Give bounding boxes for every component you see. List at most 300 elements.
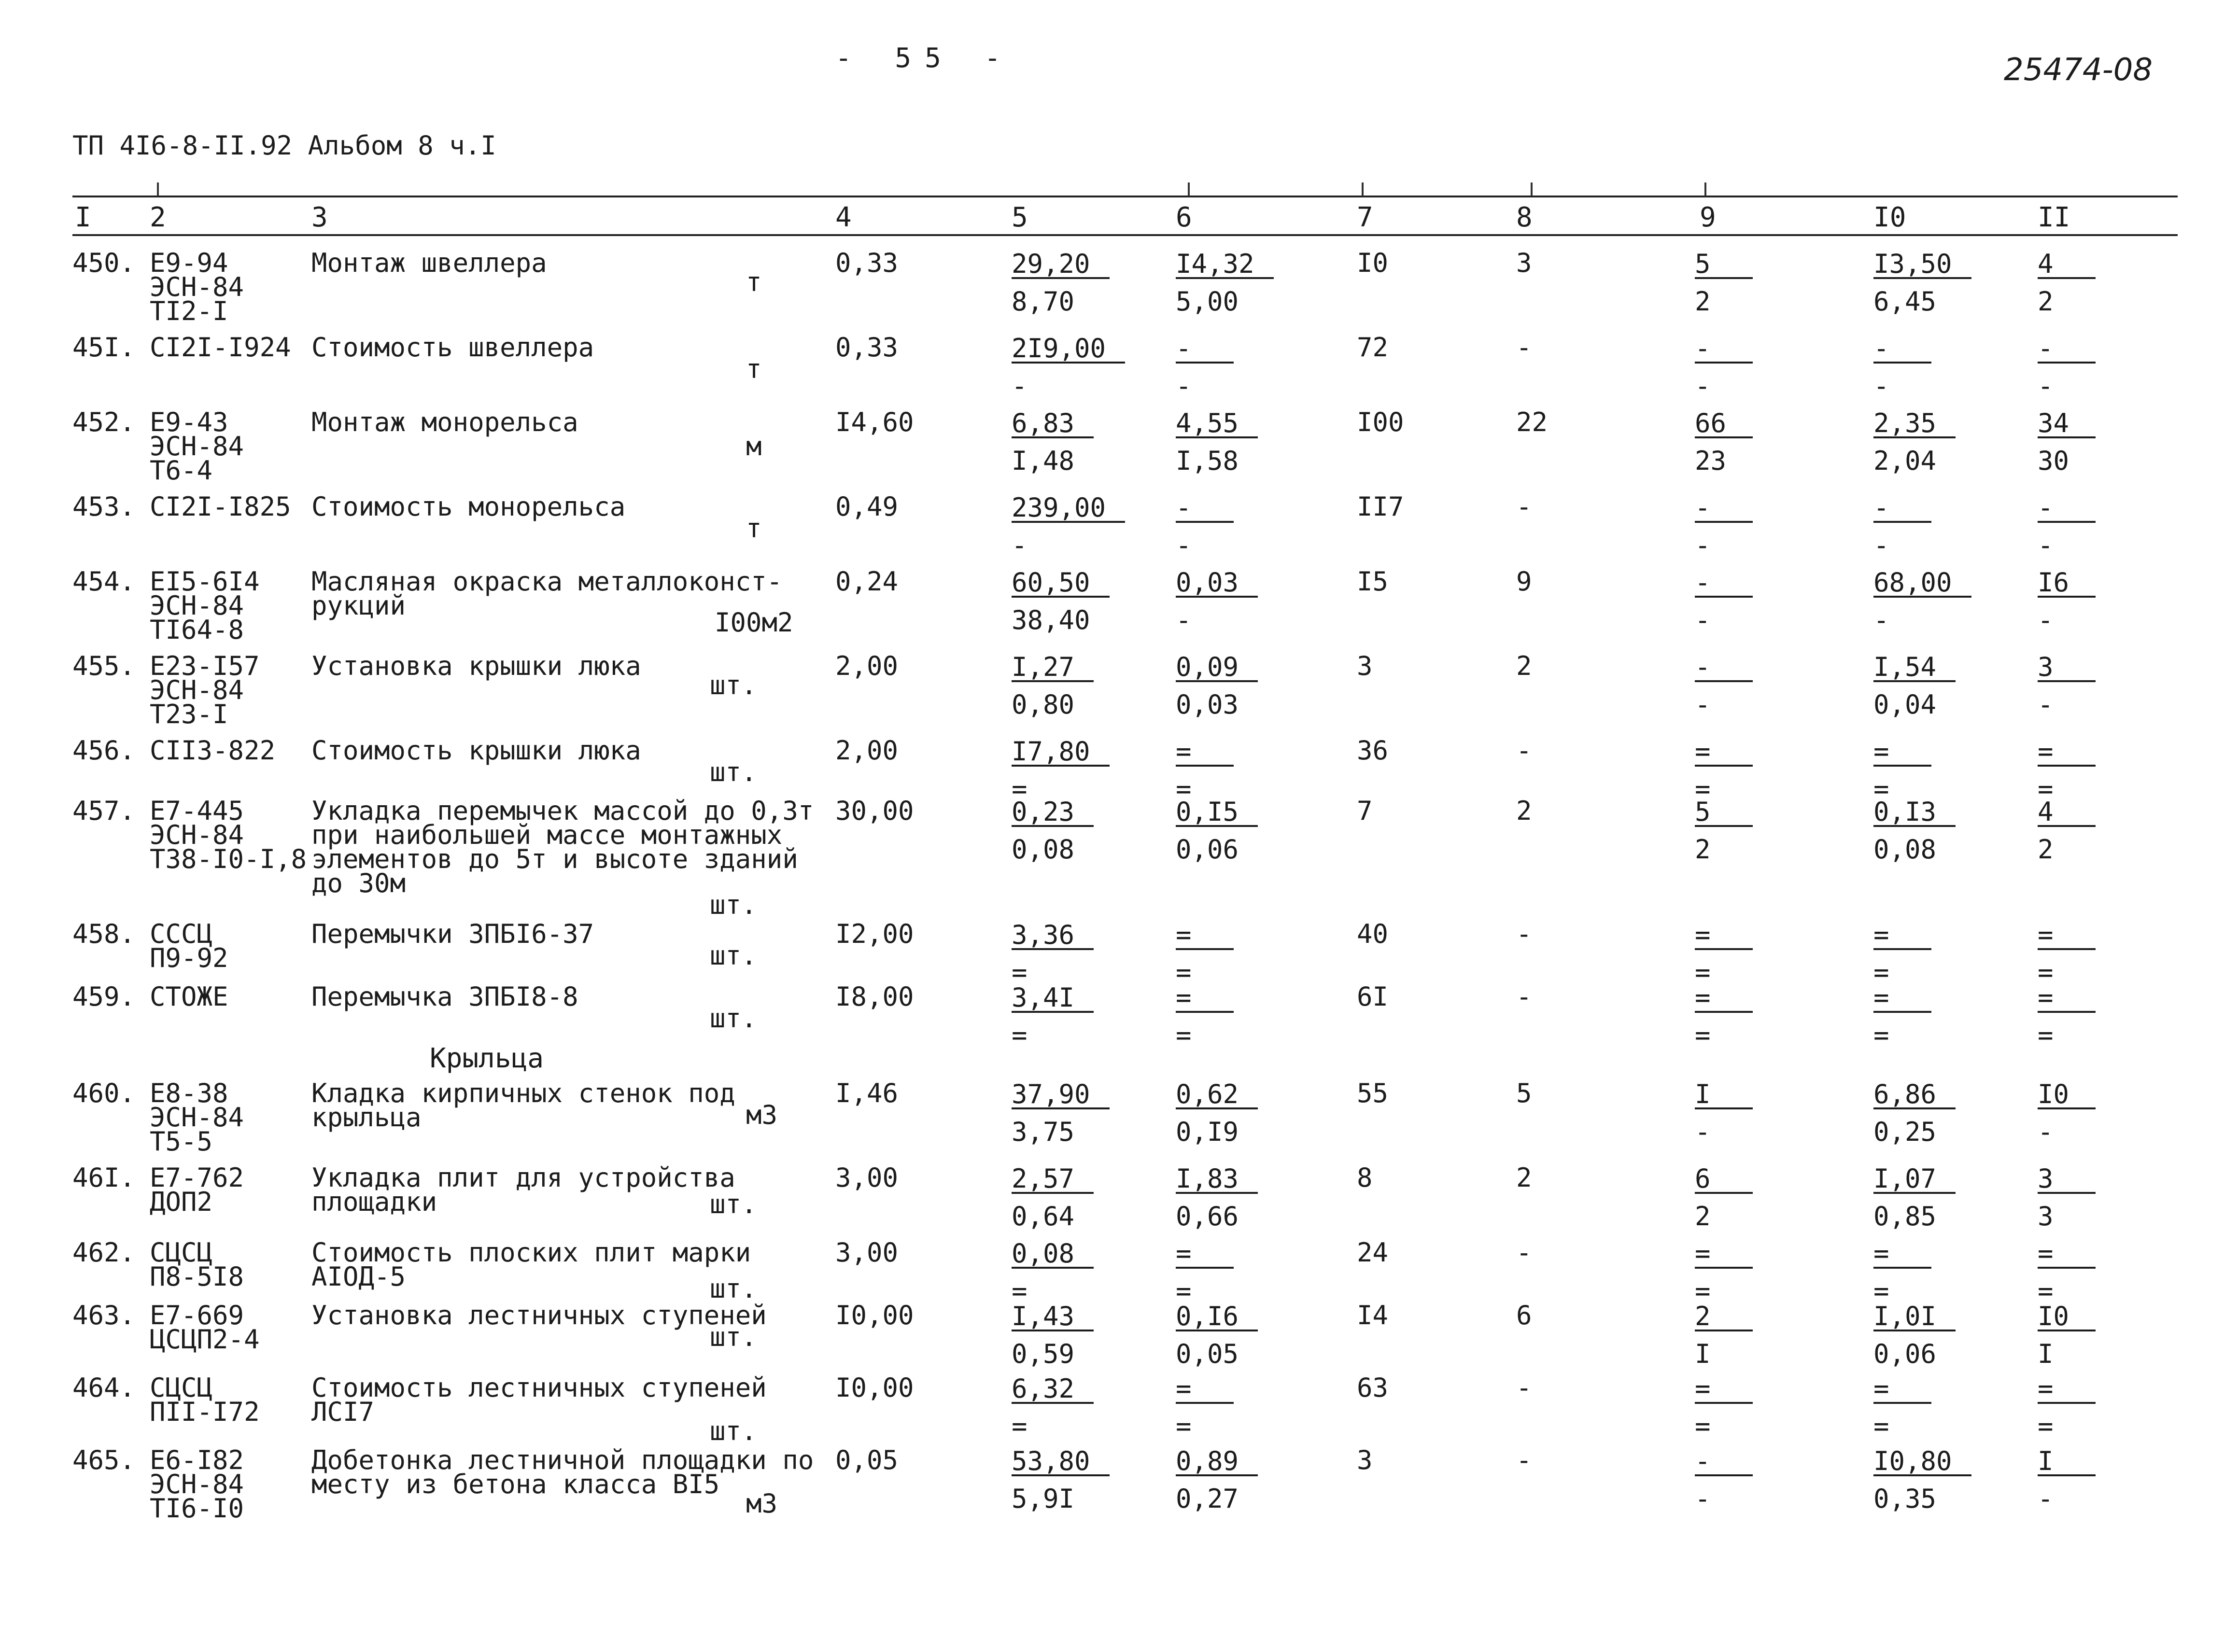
column-tick xyxy=(1531,182,1533,196)
fraction-top: 66 xyxy=(1695,410,1753,438)
fraction-c6 xyxy=(1176,1303,1258,1367)
work-name: Перемычки 3ПБI6-37 xyxy=(311,919,594,949)
fraction-bottom: = xyxy=(2038,1276,2054,1306)
fraction-c5 xyxy=(1012,1163,1094,1232)
fraction-c10 xyxy=(1873,333,1931,401)
fraction-c11 xyxy=(2038,492,2096,560)
value-col7: 36 xyxy=(1357,735,1389,766)
fraction-c11 xyxy=(2038,410,2096,474)
fraction-top: I xyxy=(2038,1448,2096,1476)
fraction-top: = xyxy=(1695,1241,1753,1269)
work-name: Монтаж швеллера xyxy=(311,248,547,278)
fraction-c5 xyxy=(1012,736,1110,804)
quantity: I0,00 xyxy=(835,1300,914,1330)
column-header: 6 xyxy=(1176,202,1192,233)
fraction-c9 xyxy=(1695,654,1753,718)
fraction-bottom: = xyxy=(2038,774,2054,804)
fraction-bottom: - xyxy=(1012,371,1028,401)
fraction-bottom: 0,27 xyxy=(1176,1484,1239,1514)
fraction-bottom: = xyxy=(1695,774,1711,804)
fraction-bottom: I,58 xyxy=(1176,446,1239,476)
fraction-bottom: 2 xyxy=(1695,1201,1711,1232)
fraction-c5 xyxy=(1012,1081,1110,1145)
quantity: I0,00 xyxy=(835,1372,914,1403)
value-col8: 3 xyxy=(1516,248,1532,278)
value-col8: 22 xyxy=(1516,407,1548,437)
quantity: 0,05 xyxy=(835,1445,899,1475)
table-top-rule xyxy=(72,196,2178,197)
fraction-top: I,07 xyxy=(1873,1166,1956,1194)
quantity: 0,24 xyxy=(835,566,899,597)
fraction-c11 xyxy=(2038,333,2096,401)
fraction-bottom: - xyxy=(2038,689,2054,720)
fraction-bottom: 2 xyxy=(2038,286,2054,317)
fraction-bottom: 0,64 xyxy=(1012,1201,1075,1232)
fraction-bottom: 0,35 xyxy=(1873,1484,1937,1514)
work-name: Добетонка лестничной площадки по месту из бетона класса BI5 xyxy=(311,1445,814,1499)
fraction-top: - xyxy=(2038,495,2096,523)
fraction-bottom: = xyxy=(1176,1411,1192,1442)
unit-of-measure: шт. xyxy=(710,1003,757,1034)
column-header: 9 xyxy=(1700,202,1716,233)
fraction-top: 6,32 xyxy=(1012,1376,1094,1404)
fraction-top: 0,09 xyxy=(1176,654,1258,682)
fraction-top: 6,83 xyxy=(1012,410,1094,438)
fraction-c10 xyxy=(1873,1448,1971,1512)
fraction-top: 0,I5 xyxy=(1176,799,1258,827)
column-header: 4 xyxy=(835,202,852,233)
fraction-top: - xyxy=(1695,570,1753,598)
work-name: Стоимость швеллера xyxy=(311,332,594,363)
fraction-c9 xyxy=(1695,410,1753,474)
fraction-bottom: = xyxy=(1176,957,1192,988)
fraction-c6 xyxy=(1176,654,1258,718)
work-name: Укладка плит для устройства площадки xyxy=(311,1162,735,1217)
fraction-top: - xyxy=(1695,1448,1753,1476)
fraction-c5 xyxy=(1012,1303,1094,1367)
value-col7: I0 xyxy=(1357,248,1389,278)
fraction-top: I0 xyxy=(2038,1081,2096,1109)
fraction-top: 29,20 xyxy=(1012,251,1110,279)
norm-code: СССЦ П9-92 xyxy=(150,919,228,973)
fraction-bottom: 38,40 xyxy=(1012,605,1090,635)
fraction-bottom: - xyxy=(1695,689,1711,720)
fraction-c10 xyxy=(1873,1081,1956,1145)
fraction-c10 xyxy=(1873,1238,1931,1306)
work-name: Перемычка 3ПБI8-8 xyxy=(311,981,578,1012)
row-number: 456. xyxy=(72,735,136,766)
fraction-bottom: 0,03 xyxy=(1176,689,1239,720)
fraction-c11 xyxy=(2038,736,2096,804)
value-col7: 55 xyxy=(1357,1078,1389,1108)
norm-code: CII3-822 xyxy=(150,735,276,766)
fraction-top: = xyxy=(1873,985,1931,1013)
fraction-c5 xyxy=(1012,251,1110,315)
column-header: 7 xyxy=(1357,202,1373,233)
fraction-c6 xyxy=(1176,799,1258,863)
unit-of-measure: т xyxy=(746,267,762,297)
fraction-c10 xyxy=(1873,567,1971,635)
fraction-bottom: - xyxy=(2038,605,2054,635)
work-name: Стоимость монорельса xyxy=(311,491,626,522)
fraction-bottom: 0,66 xyxy=(1176,1201,1239,1232)
work-name: Укладка перемычек массой до 0,3т при наибольшей массе монтажных элементов до 5т и высоте зданий до 30м xyxy=(311,796,814,898)
fraction-top: = xyxy=(1873,739,1931,767)
fraction-top: = xyxy=(1176,739,1234,767)
unit-of-measure: шт. xyxy=(710,890,757,920)
fraction-top: 0,62 xyxy=(1176,1081,1258,1109)
value-col8: - xyxy=(1516,1445,1532,1475)
fraction-top: - xyxy=(1873,495,1931,523)
norm-code: E7-669 ЦСЦП2-4 xyxy=(150,1300,260,1355)
work-name: Стоимость лестничных ступеней ЛСI7 xyxy=(311,1372,767,1427)
fraction-bottom: = xyxy=(1176,774,1192,804)
fraction-c11 xyxy=(2038,1303,2096,1367)
fraction-top: = xyxy=(1176,1376,1234,1404)
quantity: I4,60 xyxy=(835,407,914,437)
fraction-top: 3,4I xyxy=(1012,985,1094,1013)
fraction-c10 xyxy=(1873,410,1956,474)
fraction-bottom: 8,70 xyxy=(1012,286,1075,317)
value-col8: - xyxy=(1516,919,1532,949)
value-col8: 2 xyxy=(1516,796,1532,826)
fraction-c9 xyxy=(1695,492,1753,560)
work-name: Кладка кирпичных стенок под крыльца xyxy=(311,1078,735,1133)
quantity: I2,00 xyxy=(835,919,914,949)
fraction-bottom: = xyxy=(1695,1411,1711,1442)
fraction-c5 xyxy=(1012,654,1094,718)
fraction-top: = xyxy=(1695,985,1753,1013)
fraction-top: 4 xyxy=(2038,799,2096,827)
norm-code: EI5-6I4 ЭСН-84 TI64-8 xyxy=(150,566,260,645)
fraction-bottom: 5,9I xyxy=(1012,1484,1075,1514)
fraction-top: I,0I xyxy=(1873,1303,1956,1331)
fraction-bottom: - xyxy=(2038,371,2054,401)
value-col7: 8 xyxy=(1357,1162,1373,1193)
fraction-top: 6 xyxy=(1695,1166,1753,1194)
unit-of-measure: шт. xyxy=(710,670,757,700)
document-number: 25474-08 xyxy=(2004,52,2153,88)
row-number: 452. xyxy=(72,407,136,437)
fraction-top: I xyxy=(1695,1081,1753,1109)
unit-of-measure: шт. xyxy=(710,940,757,971)
row-number: 459. xyxy=(72,981,136,1012)
fraction-bottom: - xyxy=(1695,530,1711,560)
value-col8: 6 xyxy=(1516,1300,1532,1330)
section-title: Крыльца xyxy=(430,1043,544,1074)
fraction-c6 xyxy=(1176,736,1234,804)
norm-code: E23-I57 ЭСН-84 T23-I xyxy=(150,651,260,729)
fraction-c5 xyxy=(1012,799,1094,863)
fraction-top: I,83 xyxy=(1176,1166,1258,1194)
norm-code: СТОЖЕ xyxy=(150,981,228,1012)
row-number: 465. xyxy=(72,1445,136,1475)
fraction-c9 xyxy=(1695,1373,1753,1442)
fraction-top: = xyxy=(1695,739,1753,767)
fraction-bottom: I xyxy=(1695,1339,1711,1369)
unit-of-measure: шт. xyxy=(710,1322,757,1352)
norm-code: СЦСЦ ПII-I72 xyxy=(150,1372,260,1427)
fraction-c6 xyxy=(1176,333,1234,401)
work-name: Монтаж монорельса xyxy=(311,407,578,437)
fraction-c9 xyxy=(1695,1163,1753,1232)
fraction-bottom: - xyxy=(1176,605,1192,635)
fraction-c10 xyxy=(1873,922,1931,986)
quantity: 2,00 xyxy=(835,735,899,766)
fraction-bottom: 6,45 xyxy=(1873,286,1937,317)
fraction-top: = xyxy=(2038,985,2096,1013)
unit-of-measure: т xyxy=(746,513,762,544)
fraction-bottom: = xyxy=(1176,1020,1192,1050)
fraction-c9 xyxy=(1695,1448,1753,1512)
fraction-bottom: - xyxy=(1873,530,1889,560)
fraction-bottom: 0,04 xyxy=(1873,689,1937,720)
fraction-top: I0 xyxy=(2038,1303,2096,1331)
fraction-bottom: - xyxy=(1695,605,1711,635)
fraction-c10 xyxy=(1873,1163,1956,1232)
fraction-bottom: = xyxy=(1176,1276,1192,1306)
fraction-bottom: = xyxy=(1873,774,1889,804)
row-number: 460. xyxy=(72,1078,136,1108)
value-col7: 72 xyxy=(1357,332,1389,363)
fraction-bottom: = xyxy=(2038,1020,2054,1050)
value-col7: II7 xyxy=(1357,491,1404,522)
quantity: 0,49 xyxy=(835,491,899,522)
fraction-top: 3 xyxy=(2038,654,2096,682)
value-col7: I4 xyxy=(1357,1300,1389,1330)
fraction-top: = xyxy=(2038,922,2096,950)
fraction-c6 xyxy=(1176,1081,1258,1145)
fraction-c5 xyxy=(1012,1238,1094,1306)
row-number: 455. xyxy=(72,651,136,681)
fraction-top: = xyxy=(2038,1241,2096,1269)
fraction-c10 xyxy=(1873,654,1956,718)
fraction-bottom: = xyxy=(1695,1020,1711,1050)
fraction-c5 xyxy=(1012,1373,1094,1442)
fraction-c10 xyxy=(1873,736,1931,804)
fraction-c9 xyxy=(1695,567,1753,635)
fraction-c10 xyxy=(1873,492,1931,560)
fraction-top: I,27 xyxy=(1012,654,1094,682)
row-number: 463. xyxy=(72,1300,136,1330)
column-header: 5 xyxy=(1012,202,1028,233)
row-number: 464. xyxy=(72,1372,136,1403)
fraction-c6 xyxy=(1176,922,1234,986)
column-header: 2 xyxy=(150,202,166,233)
value-col7: I5 xyxy=(1357,566,1389,597)
fraction-top: 0,I3 xyxy=(1873,799,1956,827)
fraction-top: I6 xyxy=(2038,570,2096,598)
fraction-top: - xyxy=(1873,336,1931,364)
value-col8: - xyxy=(1516,332,1532,363)
value-col7: I00 xyxy=(1357,407,1404,437)
fraction-c6 xyxy=(1176,1448,1258,1512)
norm-code: E7-762 ДОП2 xyxy=(150,1162,244,1217)
fraction-bottom: = xyxy=(1012,1020,1028,1050)
fraction-c9 xyxy=(1695,982,1753,1050)
fraction-top: = xyxy=(2038,739,2096,767)
fraction-c9 xyxy=(1695,922,1753,986)
fraction-top: I,54 xyxy=(1873,654,1956,682)
column-tick xyxy=(1362,182,1364,196)
fraction-top: 37,90 xyxy=(1012,1081,1110,1109)
fraction-c5 xyxy=(1012,922,1094,986)
fraction-c10 xyxy=(1873,799,1956,863)
fraction-bottom: 0,08 xyxy=(1012,834,1075,865)
fraction-bottom: - xyxy=(1176,371,1192,401)
fraction-c9 xyxy=(1695,333,1753,401)
fraction-c11 xyxy=(2038,1163,2096,1232)
fraction-bottom: 2,04 xyxy=(1873,446,1937,476)
fraction-c11 xyxy=(2038,1373,2096,1442)
fraction-c11 xyxy=(2038,1238,2096,1306)
fraction-top: - xyxy=(1695,654,1753,682)
value-col8: 5 xyxy=(1516,1078,1532,1108)
fraction-top: 5 xyxy=(1695,799,1753,827)
unit-of-measure: м xyxy=(746,431,762,462)
fraction-bottom: = xyxy=(1012,1276,1028,1306)
fraction-top: 4,55 xyxy=(1176,410,1258,438)
fraction-bottom: 0,25 xyxy=(1873,1117,1937,1147)
fraction-bottom: - xyxy=(2038,1117,2054,1147)
fraction-bottom: I,48 xyxy=(1012,446,1075,476)
value-col7: 3 xyxy=(1357,1445,1373,1475)
fraction-c5 xyxy=(1012,567,1110,635)
fraction-bottom: 0,06 xyxy=(1176,834,1239,865)
fraction-bottom: 0,I9 xyxy=(1176,1117,1239,1147)
fraction-top: I3,50 xyxy=(1873,251,1971,279)
fraction-c11 xyxy=(2038,251,2096,315)
fraction-bottom: - xyxy=(1176,530,1192,560)
unit-of-measure: I00м2 xyxy=(715,607,793,638)
value-col8: - xyxy=(1516,981,1532,1012)
column-header: 3 xyxy=(311,202,328,233)
fraction-c6 xyxy=(1176,1163,1258,1232)
value-col8: - xyxy=(1516,1237,1532,1268)
fraction-top: = xyxy=(1176,985,1234,1013)
norm-code: CI2I-I924 xyxy=(150,332,291,363)
fraction-c9 xyxy=(1695,1303,1753,1367)
fraction-c11 xyxy=(2038,1081,2096,1145)
value-col8: 2 xyxy=(1516,651,1532,681)
quantity: I8,00 xyxy=(835,981,914,1012)
quantity: I,46 xyxy=(835,1078,899,1108)
fraction-c10 xyxy=(1873,1373,1931,1442)
fraction-c11 xyxy=(2038,982,2096,1050)
fraction-top: 6,86 xyxy=(1873,1081,1956,1109)
fraction-top: I7,80 xyxy=(1012,739,1110,767)
fraction-c5 xyxy=(1012,333,1125,401)
table-header-rule xyxy=(72,234,2178,236)
row-number: 45I. xyxy=(72,332,136,363)
quantity: 0,33 xyxy=(835,248,899,278)
work-name: Стоимость плоских плит марки АIОД-5 xyxy=(311,1237,751,1292)
fraction-c5 xyxy=(1012,492,1125,560)
fraction-top: 0,I6 xyxy=(1176,1303,1258,1331)
value-col8: - xyxy=(1516,491,1532,522)
fraction-top: 2,35 xyxy=(1873,410,1956,438)
fraction-top: 34 xyxy=(2038,410,2096,438)
fraction-bottom: = xyxy=(1873,957,1889,988)
fraction-top: 3,36 xyxy=(1012,922,1094,950)
value-col7: 3 xyxy=(1357,651,1373,681)
fraction-c11 xyxy=(2038,799,2096,863)
page-number: - 55 - xyxy=(835,42,1014,74)
fraction-top: 4 xyxy=(2038,251,2096,279)
fraction-top: - xyxy=(1176,495,1234,523)
norm-code: E8-38 ЭСН-84 T5-5 xyxy=(150,1078,244,1157)
fraction-c6 xyxy=(1176,567,1258,635)
unit-of-measure: м3 xyxy=(746,1100,778,1130)
fraction-top: 53,80 xyxy=(1012,1448,1110,1476)
row-number: 454. xyxy=(72,566,136,597)
fraction-bottom: - xyxy=(1012,530,1028,560)
row-number: 458. xyxy=(72,919,136,949)
fraction-bottom: = xyxy=(2038,1411,2054,1442)
fraction-top: 2I9,00 xyxy=(1012,336,1125,364)
fraction-bottom: 5,00 xyxy=(1176,286,1239,317)
fraction-top: - xyxy=(1695,495,1753,523)
unit-of-measure: шт. xyxy=(710,1274,757,1304)
fraction-top: - xyxy=(1695,336,1753,364)
fraction-top: 68,00 xyxy=(1873,570,1971,598)
fraction-c10 xyxy=(1873,251,1971,315)
norm-code: E7-445 ЭСН-84 T38-I0-I,8 xyxy=(150,796,307,874)
fraction-bottom: = xyxy=(1012,957,1028,988)
fraction-top: = xyxy=(1695,1376,1753,1404)
norm-code: E6-I82 ЭСН-84 TI6-I0 xyxy=(150,1445,244,1524)
work-name: Установка лестничных ступеней xyxy=(311,1300,767,1330)
work-name: Установка крышки люка xyxy=(311,651,641,681)
row-number: 453. xyxy=(72,491,136,522)
fraction-bottom: = xyxy=(1012,774,1028,804)
quantity: 3,00 xyxy=(835,1237,899,1268)
fraction-top: 2 xyxy=(1695,1303,1753,1331)
fraction-top: 0,23 xyxy=(1012,799,1094,827)
fraction-top: 3 xyxy=(2038,1166,2096,1194)
fraction-bottom: 0,59 xyxy=(1012,1339,1075,1369)
fraction-top: = xyxy=(1873,1376,1931,1404)
fraction-c6 xyxy=(1176,492,1234,560)
fraction-c6 xyxy=(1176,251,1274,315)
fraction-top: = xyxy=(2038,1376,2096,1404)
fraction-bottom: = xyxy=(2038,957,2054,988)
unit-of-measure: т xyxy=(746,354,762,384)
fraction-bottom: - xyxy=(2038,1484,2054,1514)
fraction-c5 xyxy=(1012,982,1094,1050)
fraction-bottom: 2 xyxy=(1695,834,1711,865)
fraction-top: I,43 xyxy=(1012,1303,1094,1331)
unit-of-measure: шт. xyxy=(710,1416,757,1446)
unit-of-measure: шт. xyxy=(710,1189,757,1219)
fraction-top: - xyxy=(2038,336,2096,364)
fraction-bottom: 0,08 xyxy=(1873,834,1937,865)
fraction-c6 xyxy=(1176,982,1234,1050)
column-tick xyxy=(1704,182,1706,196)
fraction-top: = xyxy=(1695,922,1753,950)
fraction-bottom: = xyxy=(1695,957,1711,988)
fraction-c5 xyxy=(1012,410,1094,474)
fraction-top: - xyxy=(1176,336,1234,364)
fraction-c11 xyxy=(2038,654,2096,718)
fraction-bottom: 2 xyxy=(2038,834,2054,865)
fraction-bottom: - xyxy=(1873,371,1889,401)
quantity: 30,00 xyxy=(835,796,914,826)
row-number: 450. xyxy=(72,248,136,278)
fraction-top: 0,03 xyxy=(1176,570,1258,598)
fraction-bottom: 0,80 xyxy=(1012,689,1075,720)
row-number: 462. xyxy=(72,1237,136,1268)
